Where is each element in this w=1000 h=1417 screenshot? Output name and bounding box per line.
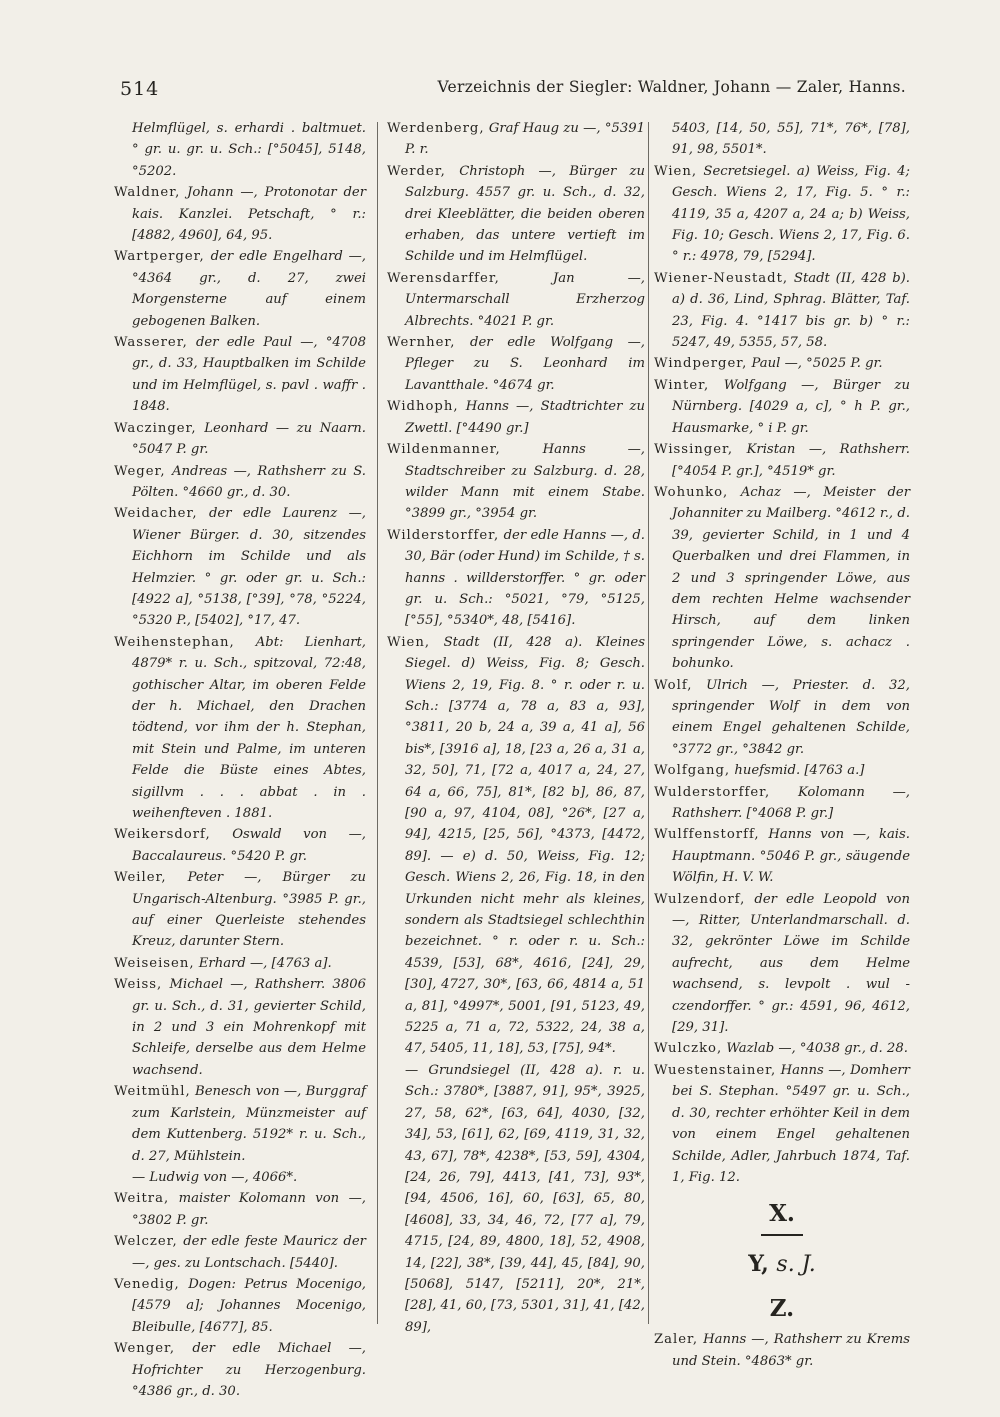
entry-headword: Wolf, (654, 677, 693, 693)
column-middle (387, 118, 646, 1335)
entry-text: der edle Michael —, Hofrichter zu Herzogenburg. °4386 gr., d. 30. (132, 1341, 366, 1399)
entry-text: Helmflügel, s. erhardi . baltmuet. ° gr. u. gr. u. Sch.: [°5045], 5148, °5202. (132, 121, 366, 179)
index-entry (114, 1274, 366, 1338)
entry-text: Hanns —, Rathsherr zu Krems und Stein. °4863* gr. (672, 1332, 911, 1369)
entry-headword: Winter, (654, 377, 710, 393)
index-entry (654, 353, 910, 374)
page-header (120, 74, 906, 110)
entry-text: Paul —, °5025 P. gr. (751, 356, 883, 372)
entry-text: Andreas —, Rathsherr zu S. Pölten. °4660 gr., d. 30. (132, 463, 366, 500)
index-entry (654, 1038, 910, 1059)
index-entry (387, 118, 645, 161)
entry-headword: Wildenmanner, (387, 442, 501, 458)
index-entry (387, 525, 645, 632)
index-entry (387, 632, 645, 1060)
entry-text: der edle Hanns —, d. 30, Bär (oder Hund) im Schilde, † s. hanns . willderstorffer. ° gr. oder gr. u. Sch.: °5021, °79, °5125, [°55], °5340*, 48, [5416]. (405, 527, 646, 629)
entry-headword: Wien, (387, 634, 431, 650)
entry-headword: Widhoph, (387, 399, 459, 415)
entry-headword: Weikersdorf, (114, 827, 211, 843)
entry-headword: Wasserer, (114, 335, 188, 351)
entry-text: Stadt (II, 428 b). a) d. 36, Lind, Sphrag. Blätter, Taf. 23, Fig. 4. °1417 bis gr. b) ° r.: 5247, 49, 5355, 57, 58. (672, 270, 910, 351)
entry-text: huefsmid. [4763 a.] (734, 763, 865, 779)
entry-headword: Wulderstorffer, (654, 784, 771, 800)
index-entry (114, 1231, 366, 1274)
section-rule (761, 1234, 803, 1236)
entry-text: Hanns —, Domherr bei S. Stephan. °5497 gr. u. Sch., d. 30, rechter erhöhter Keil in dem von einem Engel gehaltenen Schilde, Adler, Jahrbuch 1874, Taf. 1, Fig. 12. (672, 1062, 910, 1185)
entry-text: Kolomann —, Rathsherr. [°4068 P. gr.] (672, 784, 910, 821)
entry-headword: Werdenberg, (387, 121, 485, 136)
entry-text: maister Kolomann von —, °3802 P. gr. (132, 1191, 366, 1228)
right-column-entries (654, 118, 910, 1188)
page-number: 514 (120, 78, 160, 100)
index-entry (114, 1188, 366, 1231)
index-entry (654, 268, 910, 354)
entry-text: der edle Engelhard —, °4364 gr., d. 27, zwei Morgensterne auf einem gebogenen Balken. (132, 249, 366, 329)
entry-headword: Windperger, (654, 356, 748, 372)
index-entry (654, 118, 910, 161)
entry-headword: Wulzendorf, (654, 891, 746, 907)
entry-text: der edle Leopold von —, Ritter, Unterlandmarschall. d. 32, gekrönter Löwe im Schilde aufrecht, aus dem Helme wachsend, s. levpolt . wul - czendorffer. ° gr.: 4591, 96, 4612, [29, 31]. (672, 891, 910, 1036)
entry-text: Stadt (II, 428 a). Kleines Siegel. d) Weiss, Fig. 8; Gesch. Wiens 2, 19, Fig. 8. ° r. oder r. u. Sch.: [3774 a, 78 a, 83 a, 93], °3811, 20 b, 24 a, 39 a, 41 a], 56 bis*, [3916 a], 18, [23 a, 26 a, 31 a, 32, 50], 71, [72 a, 4017 a, 24, 27, 64 a, 66, 75], 81*, [82 b], 86, 87, [90 a, 97, 4104, 08], °26*, [27 a, 94], 4215, [25, 56], °4373, [4472, 89]. — e) d. 50, Weiss, Fig. 12; Gesch. Wiens 2, 26, Fig. 18, in den Urkunden nicht mehr als kleines, sondern als Stadtsiegel schlechthin bezeichnet. ° r. oder r. u. Sch.: 4539, [53], 68*, 4616, [24], 29, [30], 4727, 30*, [63, 66, 4814 a, 51 a, 81], °4997*, 5001, [91, 5123, 49, 5225 a, 71 a, 72, 5322, 24, 38 a, 47, 5405, 11, 18], 53, [75], 94*. (405, 634, 645, 1057)
index-entry (387, 439, 645, 525)
entry-headword: Wolfgang, (654, 763, 731, 779)
entry-headword: Waldner, (114, 185, 181, 201)
entry-headword: Weitra, (114, 1191, 170, 1207)
entry-text: Abt: Lienhart, 4879* r. u. Sch., spitzoval, 72:48, gothischer Altar, im oberen Felde der h. Michael, den Drachen tödtend, vor ihm der h. Stephan, mit Stein und Palme, im unteren Felde die Büste eines Abtes, sigillvm . . . abbat . in . weihenfteven . 1881. (132, 634, 366, 821)
entry-text: Secretsiegel. a) Weiss, Fig. 4; Gesch. Wiens 2, 17, Fig. 5. ° r.: 4119, 35 a, 4207 a, 24 a; b) Weiss, Fig. 10; Gesch. Wiens 2, 17, Fig. 6. ° r.: 4978, 79, [5294]. (672, 163, 910, 265)
entry-text: Achaz —, Meister der Johanniter zu Mailberg. °4612 r., d. 39, gevierter Schild, in 1 und 4 Querbalken und drei Flammen, in 2 und 3 springender Löwe, aus dem rechten Helme wachsender Hirsch, auf dem linken springender Löwe, s. achacz . bohunko. (672, 484, 911, 672)
index-entry (654, 889, 910, 1039)
entry-text: der edle Laurenz —, Wiener Bürger. d. 30, sitzendes Eichhorn im Schilde und als Helmzier. ° gr. oder gr. u. Sch.: [4922 a], °5138, [°39], °78, °5224, °5320 P., [5402], °17, 47. (132, 506, 366, 629)
entry-headword: Werder, (387, 163, 446, 179)
entry-headword: Wuestenstainer, (654, 1062, 777, 1078)
index-entry (114, 632, 366, 825)
index-entry (114, 953, 366, 974)
column-divider (648, 122, 649, 1324)
entry-text: Christoph —, Bürger zu Salzburg. 4557 gr. u. Sch., d. 32, drei Kleeblätter, die beiden oberen erhaben, das untere vertieft im Schilde und im Helmflügel. (405, 163, 646, 265)
entry-text: Hanns —, Stadtschreiber zu Salzburg. d. 28, wilder Mann mit einem Stabe. °3899 gr., °3954 gr. (405, 442, 645, 522)
entry-headword: Venedig, (114, 1276, 180, 1292)
letter-y-label: Y, (748, 1251, 769, 1278)
index-entry (114, 461, 366, 504)
index-entry (114, 118, 366, 182)
entry-text: Michael —, Rathsherr. 3806 gr. u. Sch., d. 31, gevierter Schild, in 2 und 3 ein Mohrenkopf mit Schleife, derselbe aus dem Helme wachsend. (132, 977, 366, 1078)
entry-text: Hanns —, Stadtrichter zu Zwettl. [°4490 gr.] (405, 399, 645, 436)
entry-text: der edle feste Mauricz der —, ges. zu Lontschach. [5440]. (132, 1234, 366, 1271)
index-entry (654, 675, 910, 761)
column-divider (377, 122, 378, 1324)
index-entry (387, 268, 645, 332)
column-left (114, 118, 366, 1399)
entry-headword: Zaler, (654, 1332, 699, 1348)
entry-text: Leonhard — zu Naarn. °5047 P. gr. (132, 420, 366, 458)
letter-z-heading: Z. (769, 1295, 795, 1323)
entry-text: Benesch von —, Burggraf zum Karlstein, Münzmeister auf dem Kuttenberg. 5192* r. u. Sch., d. 27, Mühlstein. (132, 1084, 366, 1164)
running-head: Verzeichnis der Siegler: Waldner, Johann — Zaler, Hanns. (437, 78, 906, 96)
entry-headword: Weger, (114, 463, 166, 479)
entry-headword: Wulffenstorff, (654, 827, 760, 843)
entry-text: Oswald von —, Baccalaureus. °5420 P. gr. (132, 827, 366, 864)
entry-headword: Werensdarffer, (387, 270, 500, 286)
entry-text: — Ludwig von —, 4066*. (132, 1169, 298, 1185)
entry-text: Kristan —, Rathsherr. [°4054 P. gr.], °4519* gr. (672, 442, 910, 479)
entry-headword: Weidacher, (114, 506, 198, 522)
entry-text: Peter —, Bürger zu Ungarisch-Altenburg. °3985 P. gr., auf einer Querleiste stehendes Kreuz, darunter Stern. (132, 870, 366, 950)
column-right (654, 118, 911, 1369)
entry-headword: Weiss, (114, 977, 163, 993)
entry-text: Wazlab —, °4038 gr., d. 28. (726, 1041, 908, 1057)
index-entry (114, 974, 366, 1081)
index-entry (387, 332, 645, 396)
entry-text: Dogen: Petrus Mocenigo, [4579 a]; Johannes Mocenigo, Bleibulle, [4677], 85. (132, 1276, 366, 1335)
index-entry (654, 824, 910, 888)
entry-headword: Wissinger, (654, 442, 734, 458)
entry-headword: Wilderstorffer, (387, 527, 500, 543)
index-entry (114, 246, 366, 332)
entry-text: Erhard —, [4763 a]. (198, 955, 332, 971)
index-entry (387, 1060, 645, 1338)
entry-headword: Weihenstephan, (114, 634, 235, 650)
index-entry (114, 824, 366, 867)
letter-x-heading: X. (769, 1200, 795, 1228)
entry-headword: Weiseisen, (114, 955, 195, 971)
index-entry-zaler (654, 1329, 910, 1372)
index-entry (114, 503, 366, 631)
entry-text: Jan —, Untermarschall Erzherzog Albrechts. °4021 P. gr. (405, 270, 645, 329)
index-entry (654, 161, 910, 268)
entry-text: der edle Wolfgang —, Pfleger zu S. Leonhard im Lavantthale. °4674 gr. (405, 335, 645, 393)
index-entry (114, 182, 366, 246)
letter-y-cross-reference: s. J. (776, 1252, 816, 1278)
index-entry (654, 482, 910, 675)
index-entry (654, 439, 910, 482)
index-entry (654, 375, 910, 439)
index-entry (114, 418, 366, 461)
entry-headword: Wulczko, (654, 1041, 723, 1057)
index-entry (654, 1060, 910, 1188)
index-entry (114, 1167, 366, 1188)
index-entry (114, 332, 366, 418)
entry-headword: Weiler, (114, 870, 167, 886)
entry-text: Graf Haug zu —, °5391 P. r. (405, 121, 645, 158)
entry-headword: Wien, (654, 163, 698, 179)
entry-headword: Wohunko, (654, 484, 729, 500)
index-entry (114, 867, 366, 953)
entry-headword: Weitmühl, (114, 1084, 191, 1100)
index-entry (387, 161, 645, 268)
letter-y-heading (654, 1248, 910, 1281)
letter-section (654, 1196, 910, 1327)
index-entry (654, 760, 910, 781)
entry-text: Hanns von —, kais. Hauptmann. °5046 P. gr., säugende Wölfin, H. V. W. (672, 827, 910, 886)
entry-headword: Wenger, (114, 1341, 176, 1357)
entry-text: Ulrich —, Priester. d. 32, springender Wolf in dem von einem Engel gehaltenen Schilde, °3772 gr., °3842 gr. (672, 677, 910, 757)
entry-text: Wolfgang —, Bürger zu Nürnberg. [4029 a, c], ° h P. gr., Hausmarke, ° i P. gr. (672, 377, 910, 436)
entry-text: 5403, [14, 50, 55], 71*, 76*, [78], 91, 98, 5501*. (672, 121, 910, 158)
entry-headword: Waczinger, (114, 420, 197, 436)
entry-text: — Grundsiegel (II, 428 a). r. u. Sch.: 3780*, [3887, 91], 95*, 3925, 27, 58, 62*, [63, 64], 4030, [32, 34], 53, [61], 62, [69, 4119, 31, 32, 43, 67], 78*, 4238*, [53, 59], 4304, [24, 26, 79], 4413, [41, 73], 93*, [94, 4506, 16], 60, [63], 65, 80, [4608], 33, 34, 46, 72, [77 a], 79, 4715, [24, 89, 4800, 18], 52, 4908, 14, [22], 38*, [39, 44], 45, [84], 90, [5068], 5147, [5211], 20*, 21*, [28], 41, 60, [73, 5301, 31], 41, [42, 89], (405, 1062, 645, 1335)
index-entry (114, 1081, 366, 1167)
entry-headword: Welczer, (114, 1234, 178, 1250)
entry-text: der edle Paul —, °4708 gr., d. 33, Hauptbalken im Schilde und im Helmflügel, s. pavl . waffr . 1848. (132, 335, 366, 415)
index-entry (387, 396, 645, 439)
entry-text: Johann —, Protonotar der kais. Kanzlei. Petschaft, ° r.: [4882, 4960], 64, 95. (132, 185, 366, 244)
entry-headword: Wiener-Neustadt, (654, 270, 789, 286)
index-entry (114, 1338, 366, 1402)
entry-headword: Wartperger, (114, 249, 205, 265)
index-entry (654, 782, 910, 825)
entry-headword: Wernher, (387, 335, 456, 351)
